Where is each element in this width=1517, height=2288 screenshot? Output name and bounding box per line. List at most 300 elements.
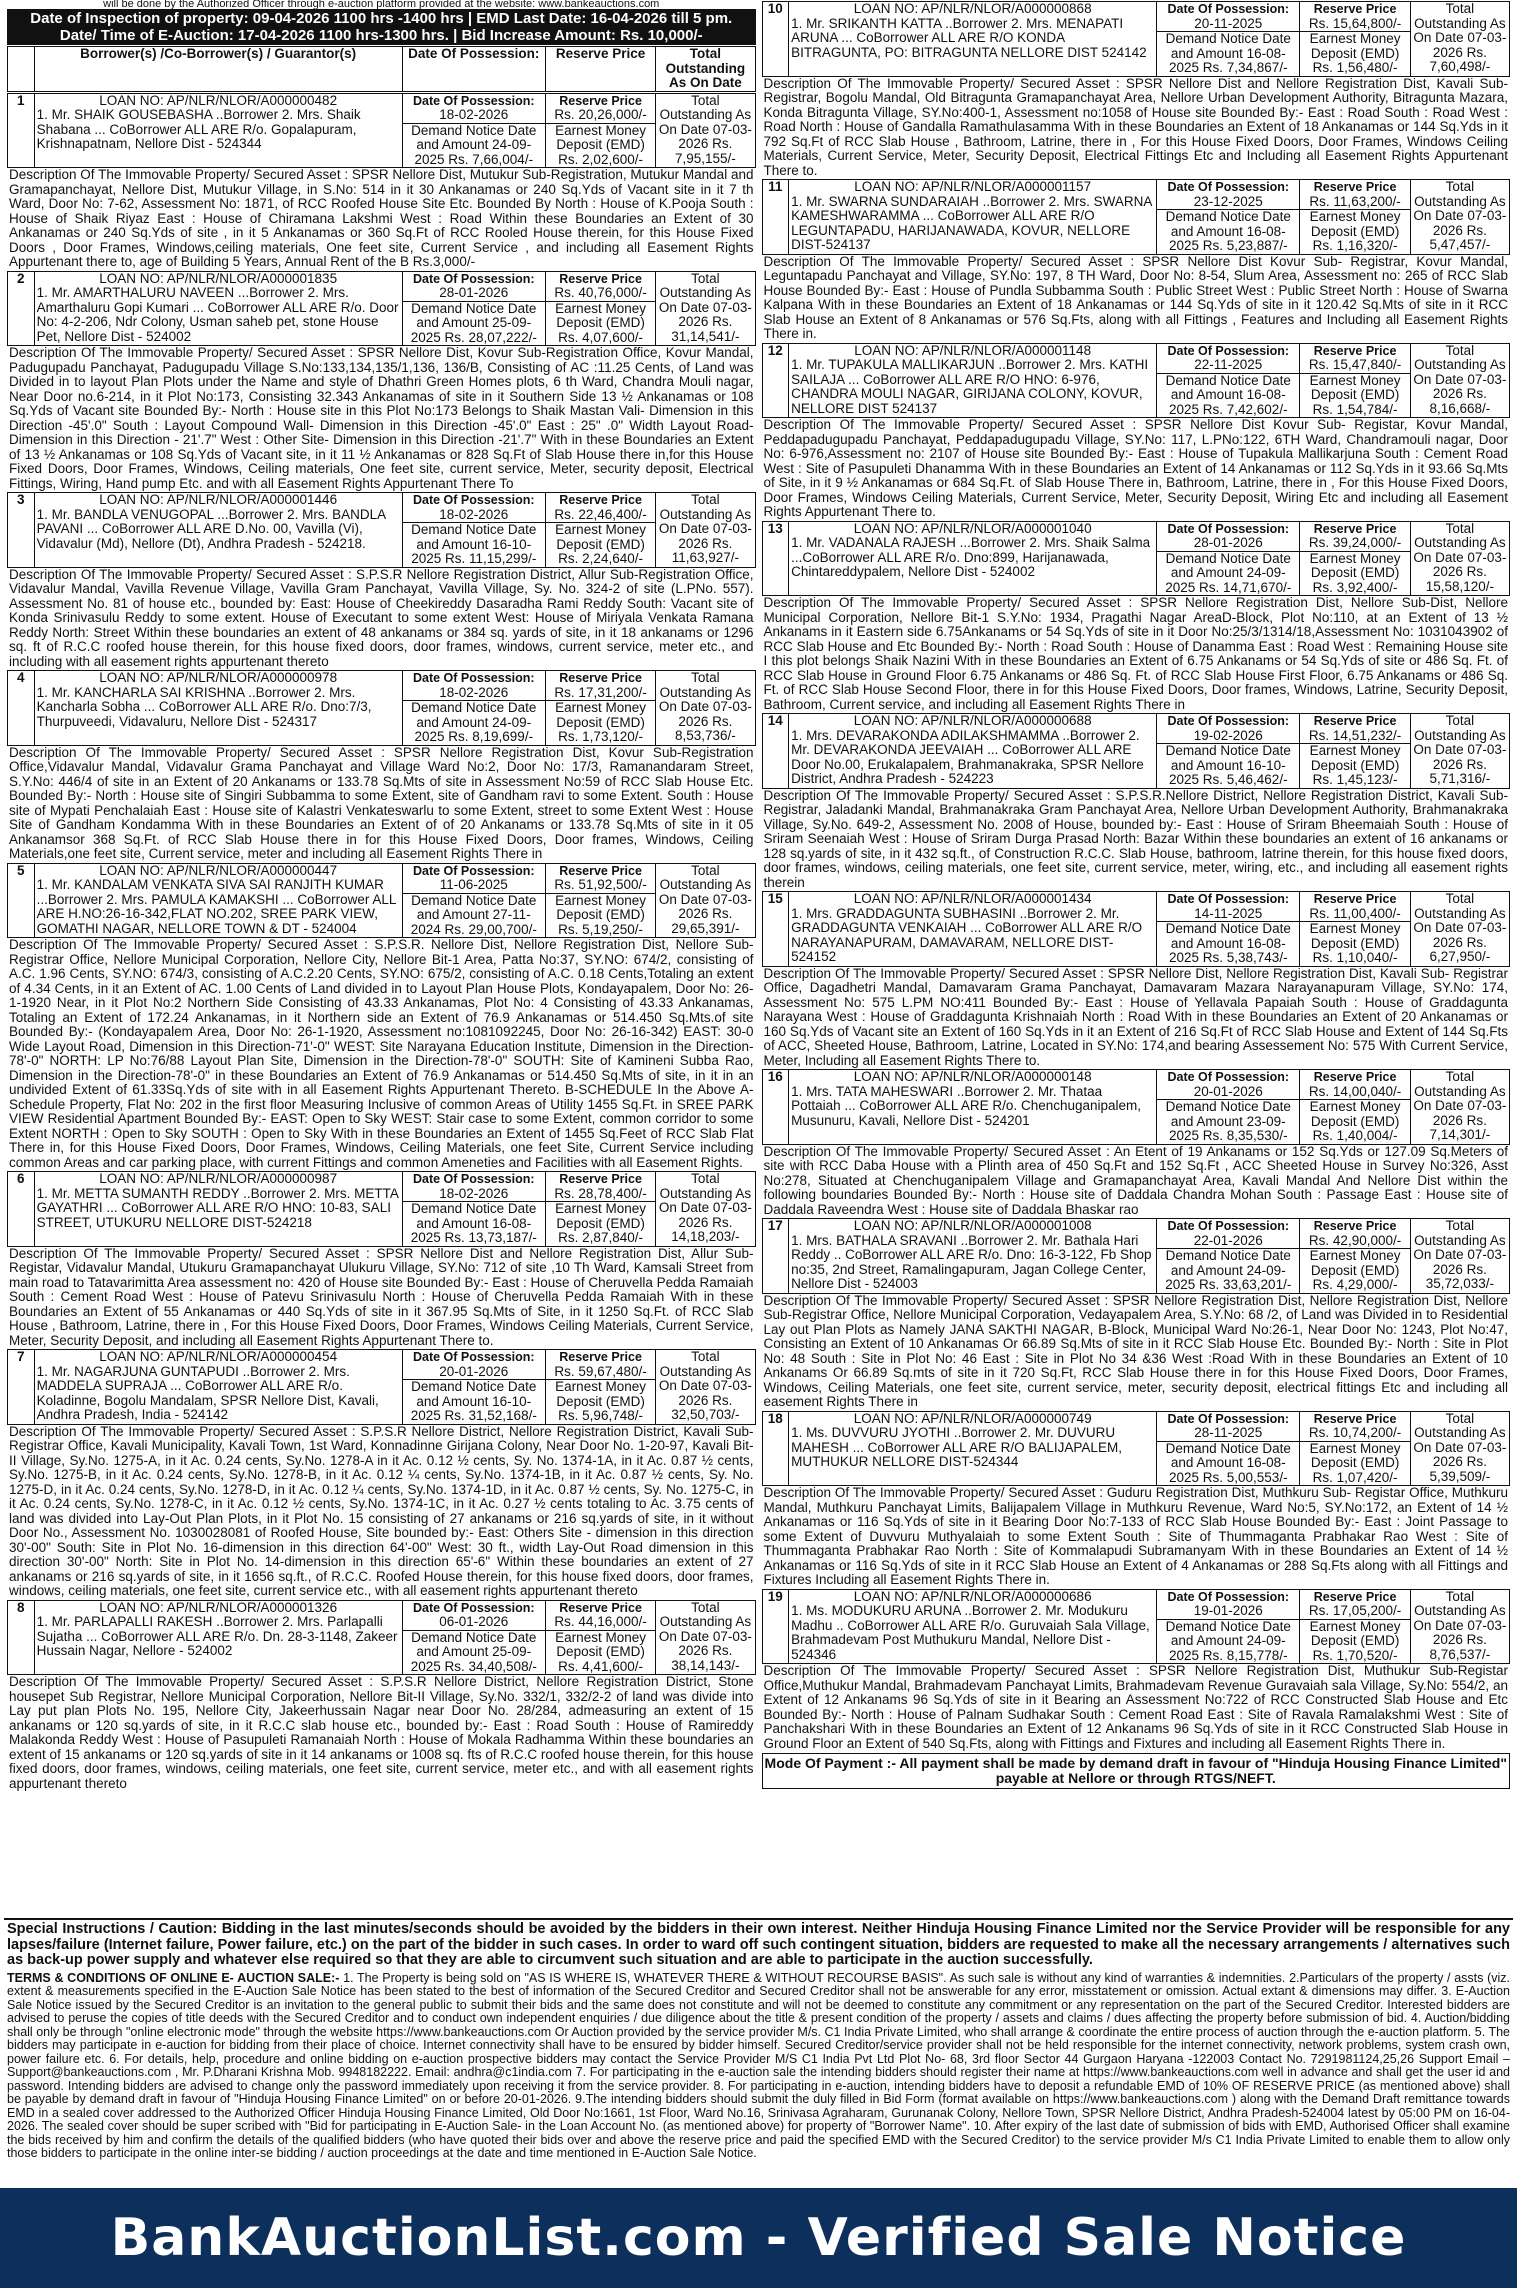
reserve-caption: Reserve Price (559, 1172, 642, 1186)
loan-table (762, 1, 1511, 77)
borrower-names: 1. Mr. TUPAKULA MALLIKARJUN ..Borrower 2. Mrs. KATHI SAILAJA ... CoBorrower ALL ARE R/O HNO: 6-976, CHANDRA MOULI NAGAR, GIRIJANA COLONY, KOVUR, NELLORE DIST 524137 (791, 357, 1149, 416)
reserve-caption: Reserve Price (1313, 1411, 1397, 1426)
reserve-price (1300, 1070, 1410, 1100)
loan-entry (7, 863, 756, 1171)
demand-notice: Demand Notice Date and Amount 24-09-2025 Rs. 8,19,699/- (402, 701, 545, 746)
terms-title: TERMS & CONDITIONS OF ONLINE E- AUCTION SALE:- (7, 1970, 340, 1985)
loan-table (7, 492, 756, 568)
loan-entry (7, 670, 756, 862)
possession-caption: Date Of Possession: (412, 493, 535, 507)
possession-date (1157, 714, 1300, 744)
auction-time-line: Date/ Time of E-Auction: 17-04-2026 1100 hrs-1300 hrs. | Bid Increase Amount: Rs. 10,000/- (59, 27, 703, 44)
borrower-cell (34, 1350, 402, 1425)
possession-value: 20-01-2026 (1193, 1083, 1263, 1099)
loan-entry (762, 713, 1511, 890)
borrower-cell (789, 1070, 1157, 1145)
reserve-price (1300, 180, 1410, 210)
loan-id: LOAN NO: AP/NLR/NLOR/A000001326 (99, 1600, 338, 1615)
earnest-money: Earnest Money Deposit (EMD) Rs. 1,10,040/- (1300, 922, 1410, 967)
possession-value: 06-01-2026 (439, 1614, 509, 1629)
reserve-caption: Reserve Price (559, 671, 642, 685)
reserve-caption: Reserve Price (559, 493, 642, 507)
reserve-price (545, 1172, 655, 1202)
property-description: Description Of The Immovable Property/ Secured Asset : S.P.S.R Nellore Registration District, Allur Sub-Registration Office, Vidavalur Mandal, Vavilla Revenue Village, Vavilla Gram Panchayat, Vavilla Village, Sy. No. 324-2 of site (L.PNo. 557). Assessment No. 81 of house etc., bounded by: East: House of Cheekireddy Dasaradha Rami Reddy South: Vacant site of Konda Srinivasulu Reddy to some extent. House of Executant to some extent West: House of Miriyala Venkata Ramana Reddy North: Street Within these boundaries an extent of 48 ankanams or 384 sq. yards of site, in it 18 ankanams or 1296 sq. ft of R.C.C roofed house therein, for this house fixed doors, door frames, windows, current service, meter etc., and including with all easement rights appurtenant thereto (9, 567, 754, 669)
loan-entry (762, 179, 1511, 342)
possession-value: 11-06-2025 (439, 877, 508, 892)
footer-banner (0, 2188, 1517, 2288)
loan-number: 10 (762, 2, 789, 77)
loan-table (7, 1171, 756, 1247)
possession-value: 28-01-2026 (439, 285, 509, 300)
borrower-cell (789, 714, 1157, 789)
reserve-value: Rs. 28,78,400/- (554, 1185, 647, 1201)
reserve-value: Rs. 11,00,400/- (1309, 905, 1401, 921)
possession-value: 18-02-2026 (439, 1185, 509, 1201)
reserve-price (545, 863, 655, 893)
loan-table (762, 179, 1511, 255)
demand-notice: Demand Notice Date and Amount 24-09-2025 Rs. 14,71,670/- (1157, 551, 1300, 596)
possession-value: 18-02-2026 (439, 684, 509, 700)
property-description: Description Of The Immovable Property/ Secured Asset : SPSR Nellore Registration Dist, Nellore Sub-Dist, Nellore Municipal Corporation, Nellore Bit-1 S.Y.No: 1934, Pragathi Nagar AreaD-Block, Plot No:110, at an Extent of 13 ½ Ankanams in it Eastern side 6.75Ankanams or 54 Sq.Yds of site in it Door No:25/3/1314/18,Assessment No: 1031043902 of RCC Slab House and Etc Bounded By:- North : Road South : House of Danamma East : Road West : Remaining House site I this plot belongs Shaik Nazini With in these Boundaries an Extent of 6.75 Ankanams or 54 Sq.Yds of site or 486 Sq. Ft. of RCC Slab House in Ground Floor 6.75 Ankanams or 486 Sq. Ft. of RCC Slab House First Floor, 6.75 Ankanams or 486 Sq. Ft. of RCC Slab House Second Floor, there in for this House Fixed Doors, Door frames, Windows, Latrine, Security Deposit, Bathroom, Current service, and including all Easement Rights There in (763, 596, 1508, 712)
earnest-money: Earnest Money Deposit (EMD) Rs. 1,73,120/- (545, 701, 655, 746)
total-outstanding: Total Outstanding As On Date 07-03-2026 Rs. 8,76,537/- (1410, 1589, 1509, 1664)
earnest-money: Earnest Money Deposit (EMD) Rs. 1,07,420/- (1300, 1441, 1410, 1486)
possession-date (402, 863, 545, 893)
property-description: Description Of The Immovable Property/ Secured Asset : S.P.S.R Nellore District, Nellore Registration District, Kavali Sub-Registrar Office, Kavali Municipality, Kavali Town, 1st Ward, Konnadinne Girijana Colony, Near Door No. 1-20-97, Kavali Bit-II Village, Sy.No. 1275-A, in it Ac. 0.24 cents, Sy.No. 1278-A in it Ac. 0.12 ½ cents, Sy. No. 1374-1A, in it Ac. 0.87 ½ cents, Sy.No. 1275-B, in it Ac. 0.24 cents, Sy.No. 1278-B, in it Ac. 0.12 ¼ cents, Sy.No. 1374-1B, in it Ac. 0.87 ½ cents, Sy. No. 1275-D, in it Ac. 0.24 cents, Sy.No. 1278-D, in it Ac. 0.12 ¼ cents, Sy.No. 1374-1D, in it Ac. 0.87 ½ cents, Sy. No. 1275-C, in it Ac. 0.24 cents, Sy.No. 1278-C, in it Ac. 0.12 ½ cents, Sy.No. 1374-1C, in it Ac. 0.27 ½ cents totaling to Ac. 3.75 cents of land was divided into Lay-Out Plan Plots, in it Plot No. 15 consisting of 27 ankanams or 216 sq.yards of site, in it without Door No., Assessment No. 1030028081 of Roofed House, Site bounded by:- East: Others Site - dimension in this direction 30'-00" South: Site in Plot No. 16-dimension in this direction 64'-00" West: 30 ft., width Lay-Out Road dimension in this direction 30'-00" North: Site in Plot No. 14-dimension in this direction 65'-6" Within these boundaries an extent of 27 ankanams or 216 sq.yards of site, in it 1656 sq.ft., of R.C.C. Roofed House therein, for this house fixed doors, door frames, windows, ceiling materials, one feet site, current service etc., with all easement rights appurtenant thereto (9, 1424, 754, 1598)
reserve-caption: Reserve Price (559, 1350, 642, 1364)
possession-caption: Date Of Possession: (1167, 892, 1290, 906)
total-outstanding: Total Outstanding As On Date 07-03-2026 Rs. 15,58,120/- (1410, 521, 1509, 596)
right-loan-list (762, 1, 1511, 1751)
possession-date (1157, 1219, 1300, 1249)
reserve-caption: Reserve Price (1313, 1589, 1397, 1604)
possession-value: 19-02-2026 (1193, 727, 1263, 743)
demand-notice: Demand Notice Date and Amount 24-09-2025 Rs. 8,15,778/- (1157, 1619, 1300, 1664)
reserve-caption: Reserve Price (1313, 714, 1397, 728)
loan-entry (7, 1349, 756, 1599)
property-description: Description Of The Immovable Property/ Secured Asset : Guduru Registration Dist, Muthkuru Sub- Registar Office, Muthkuru Mandal, Muthkuru Panchayat Limits, Balijapalem Village in Muthkuru Revenue, Ward No:5, SY.No:172, an Extent of 14 ½ Ankanamas or 116 Sq.Yds of site in it Bearing Door No:7-133 of RCC Slab House Bounded By:- East : Joint Passage to some Extent of Duvvuru Muthyalaiah to some Extent South : Site of Thummaganta Prabhakar Rao West : Site of Thummaganta Prabhakar Rao North : Site of Kommalapudi Subramanyam With in these Boundaries an Extent of 14 ½ Ankanamas or 116 Sq.Yds of site in it RCC Slab House an Extent of 4 Ankanamas or 288 Sq.Fts along with all Fittings and Fixtures Including all Easement Rights There in. (763, 1486, 1508, 1587)
possession-caption: Date Of Possession: (412, 863, 535, 878)
total-outstanding: Total Outstanding As On Date 07-03-2026 Rs. 5,39,509/- (1410, 1411, 1509, 1486)
borrower-names: 1. Mr. KANCHARLA SAI KRISHNA ..Borrower 2. Mrs. Kancharla Sobha ... CoBorrower ALL ARE R/o. Dno:7/3, Thurpuveedi, Vidavaluru, Nellore Dist - 524317 (36, 684, 372, 729)
earnest-money: Earnest Money Deposit (EMD) Rs. 2,02,600/- (545, 123, 655, 168)
possession-date (402, 493, 545, 523)
reserve-price (1300, 521, 1410, 551)
earnest-money: Earnest Money Deposit (EMD) Rs. 3,92,400/- (1300, 551, 1410, 596)
loan-number: 13 (762, 521, 789, 596)
reserve-caption: Reserve Price (1313, 1219, 1397, 1233)
borrower-names: 1. Mr. PARLAPALLI RAKESH ..Borrower 2. Mrs. Parlapalli Sujatha ... CoBorrower ALL ARE R/o. Dn. 28-3-1148, Zakeer Hussain Nagar, Nellore - 524002 (36, 1614, 398, 1658)
reserve-price (1300, 892, 1410, 922)
possession-date (402, 1350, 545, 1380)
borrower-cell (789, 1411, 1157, 1486)
left-loan-list (7, 93, 756, 1792)
borrower-names: 1. Mr. NAGARJUNA GUNTAPUDI ..Borrower 2. Mrs. MADDELA SUPRAJA ... CoBorrower ALL ARE R/o. Koladinne, Bogolu Mandalam, SPSR Nellore Dist, Kavali, Andhra Pradesh, India - 524142 (36, 1363, 379, 1422)
loan-number: 15 (762, 892, 789, 967)
possession-caption: Date Of Possession: (412, 93, 535, 108)
possession-date (1157, 180, 1300, 210)
earnest-money: Earnest Money Deposit (EMD) Rs. 1,45,123/- (1300, 744, 1410, 789)
total-outstanding: Total Outstanding As On Date 07-03-2026 Rs. 38,14,143/- (656, 1600, 755, 1675)
reserve-price (1300, 1589, 1410, 1619)
total-outstanding: Total Outstanding As On Date 07-03-2026 Rs. 14,18,203/- (656, 1172, 755, 1247)
top-strip: will be done by the Authorized Officer through e-auction platform provided at the website: www.bankeauctions.com (103, 0, 660, 9)
reserve-caption: Reserve Price (559, 1600, 642, 1615)
property-description: Description Of The Immovable Property/ Secured Asset : SPSR Nellore Dist Kovur Sub- Registar, Kovur Mandal, Peddapadugupadu Panchayat, Peddapadugupadu Village, SY.No: 117, L.PNo:122, 6TH Ward, Chandramouli nagar, Door No: 6-976,Assessment no: 2107 of House site Bounded By:- East : House of Tupakula Mallikarjuna South : Cement Road West : Site of Pasupuleti Dhanamma With in these Boundaries an Extent of 14 Ankanamas or 112 Sq.Yds in it 93.66 Sq.Mts of Site, in it 9 ½ Ankanamas or 684 Sq.Ft. of Slab House There in, Bathroom, Latrine, there in , For this House Fixed Doors, Door Frames, Windows Ceiling Materials, Current Service, Meter, Security Deposit, Wiring Etc and including all Easement Rights Appurtenant There to. (763, 418, 1508, 519)
reserve-caption: Reserve Price (1313, 1070, 1397, 1084)
loan-table (762, 343, 1511, 419)
possession-caption: Date Of Possession: (1167, 180, 1290, 194)
reserve-value: Rs. 40,76,000/- (554, 285, 647, 300)
reserve-price (1300, 1411, 1410, 1441)
loan-id: LOAN NO: AP/NLR/NLOR/A000001434 (853, 891, 1092, 906)
borrower-cell (34, 1600, 402, 1675)
special-instructions: Special Instructions / Caution: Bidding in the last minutes/seconds should be avoided by the bidders in their own interest. Neither Hinduja Housing Finance Limited nor the Service Provider will be responsible for any lapses/failure (Internet failure, Power failure, etc.) on the part of the bidder in such cases. In order to ward off such contingent situation, bidders are requested to make all the necessary arrangements / alternatives such as back-up power supply and whatever else required so that they are able to circumvent such situation and are able to participate in the auction successfully. (4, 1918, 1513, 1971)
footer-text: BankAuctionList.com - Verified Sale Notice (110, 2208, 1407, 2268)
borrower-cell (34, 493, 402, 568)
possession-value: 28-11-2025 (1194, 1425, 1263, 1440)
loan-table (762, 521, 1511, 597)
loan-table (762, 1069, 1511, 1145)
loan-id: LOAN NO: AP/NLR/NLOR/A000000978 (99, 670, 338, 685)
loan-number: 8 (8, 1600, 35, 1675)
demand-notice: Demand Notice Date and Amount 16-08-2025 Rs. 5,00,553/- (1157, 1441, 1300, 1486)
reserve-value: Rs. 20,26,000/- (554, 107, 647, 122)
reserve-price (545, 271, 655, 301)
loan-table (7, 670, 756, 746)
borrower-names: 1. Ms. DUVVURU JYOTHI ..Borrower 2. Mr. DUVURU MAHESH ... CoBorrower ALL ARE R/O BALIJAPALEM, MUTHUKUR NELLORE DIST-524344 (791, 1425, 1122, 1469)
header-reserve: Reserve Price (545, 47, 655, 92)
reserve-price (1300, 2, 1410, 32)
inspection-header (7, 9, 756, 45)
demand-notice: Demand Notice Date and Amount 23-09-2025 Rs. 8,35,530/- (1157, 1100, 1300, 1145)
demand-notice: Demand Notice Date and Amount 24-09-2025 Rs. 7,66,004/- (402, 123, 545, 168)
loan-id: LOAN NO: AP/NLR/NLOR/A000001446 (99, 492, 338, 507)
terms-and-conditions (4, 1971, 1513, 2179)
loan-table (762, 1411, 1511, 1487)
header-num (8, 47, 35, 92)
possession-value: 28-01-2026 (1193, 535, 1263, 550)
right-column (759, 0, 1514, 1918)
demand-notice: Demand Notice Date and Amount 16-08-2025 Rs. 7,34,867/- (1157, 32, 1300, 77)
borrower-names: 1. Mr. BANDLA VENUGOPAL ...Borrower 2. Mrs. BANDLA PAVANI ... CoBorrower ALL ARE D.No. 00, Vavilla (Vi), Vidavalur (Md), Nellore (Dt), Andhra Pradesh - 524218. (36, 506, 386, 551)
total-outstanding: Total Outstanding As On Date 07-03-2026 Rs. 7,60,498/- (1410, 2, 1509, 77)
possession-caption: Date Of Possession: (1167, 1589, 1290, 1604)
left-column (4, 0, 759, 1918)
demand-notice: Demand Notice Date and Amount 16-10-2025 Rs. 5,46,462/- (1157, 744, 1300, 789)
borrower-cell (34, 271, 402, 346)
loan-id: LOAN NO: AP/NLR/NLOR/A000000749 (853, 1411, 1092, 1426)
total-outstanding: Total Outstanding As On Date 07-03-2026 Rs. 8,53,736/- (656, 671, 755, 746)
loan-number: 6 (8, 1172, 35, 1247)
reserve-value: Rs. 59,67,480/- (554, 1363, 647, 1379)
possession-value: 23-12-2025 (1193, 193, 1263, 209)
borrower-names: 1. Mr. METTA SUMANTH REDDY ..Borrower 2. Mrs. METTA GAYATHRI ... CoBorrower ALL ARE R/O HNO: 10-83, SALI STREET, UTUKURU NELLORE DIST-524218 (36, 1185, 399, 1230)
loan-number: 17 (762, 1219, 789, 1294)
borrower-cell (789, 180, 1157, 255)
possession-caption: Date Of Possession: (1167, 1070, 1290, 1084)
loan-entry (7, 93, 756, 270)
loan-id: LOAN NO: AP/NLR/NLOR/A000000447 (99, 863, 338, 878)
earnest-money: Earnest Money Deposit (EMD) Rs. 4,29,000/- (1300, 1249, 1410, 1294)
loan-id: LOAN NO: AP/NLR/NLOR/A000000688 (853, 713, 1092, 728)
property-description: Description Of The Immovable Property/ Secured Asset : S.P.S.R. Nellore Dist, Nellore Registration Dist, Nellore Sub-Registrar Office, Nellore Municipal Corporation, Nellore City, Nellore Bit-1 Area, Patta No:37, SY.NO: 674/2, consisting of A.C. 1.96 Cents, SY.NO: 674/3, consisting of A.C.2.20 Cents, SY.NO: 675/2, consisting of A.C. 0.18 Cents,Totaling an extent of 4.34 Cents, in it an Extent of AC. 1.00 Cents of Land divided in to Layout Plan House Plots, Kondayapalem, Door No: 26-1-1920 Near, in it Plot No:2 Northern Side Consisting of 43.33 Ankanamas, Plot No: 4 Consisting of 43.33 Ankanamas, Totaling an Extent of 172.24 Ankanamas, in it Northern side an Extent of 76.9 Ankanamas or 514.450 Sq.Mts.of site Bounded By:- (Kondayapalem Area, Door No: 26-1-1920, Assessment no:1081092245, Door No: 26-16-342) EAST: 30-0 Wide Layout Road, Dimension in this Direction-71'-0" WEST: Site Narayana Education Institute, Dimension in the Direction-78'-0" NORTH: LP No:76/88 Layout Plan Site, Dimension in the Direction-78'-0" SOUTH: Site of Kamineni Subba Rao, Dimension in the Direction-78'-0" in these Boundaries an Extent of 76.9 Ankanamas or 514.450 Sq.Mts of site, in it in an undivided Extent of 61.33Sq.Yds of site with in all Easement Rights Appurtenant Thereto. B-SCHEDULE In the Above A-Schedule Property, Flat No: 202 in the first floor Measuring Inclusive of common Areas of Utility 1455 Sq.Ft. in SREE PARK VIEW Residential Apartment Bounded By:- EAST: Open to Sky WEST: Stair case to some Extent, common corridor to some Extent NORTH : Open to Sky SOUTH : Open to Sky With in these Boundaries an Extent of 1455 Sq.Feet of RCC Slab Flat There in, for this House Fixed Doors, Door Frames, Windows, Ceiling Materials, one feet Site, Current Service including common Areas and car parking place, with current Fittings and common Ameneties and Facilities with all Easement Rights. (9, 938, 754, 1170)
loan-table (7, 1349, 756, 1425)
terms-text: 1. The Property is being sold on "AS IS WHERE IS, WHATEVER THERE & WITHOUT RECOURSE BASIS". As such sale is without any kind of warranties & indemnities. 2.Particulars of the property / assts (viz. extent & measurements specified in the E-Auction Sale Notice has been stated to the best of information of the Secured Creditor and Secured Creditor shall not be answerable for any error, misstatement or omission. Actual extant & dimensions may differ. 3. E-Auction Sale Notice issued by the Secured Creditor is an invitation to the general public to submit their bids and the same does not constitute and will not be deemed to constitute any commitment or any representation on the part of the Secured Creditor. Interested bidders are advised to peruse the copies of title deeds with the Secured Creditor and to conduct own independent enquiries / due diligence about the title & present condition of the property / assets and claims / dues affecting the property before submission of bid. 4. Auction/bidding shall only be through "online electronic mode" through the website https://www.bankeauctions.com Or Auction provided by the service provider M/s. C1 India Private Limited, who shall arrange & coordinate the entire process of auction through the e-auction platform. 5. The bidders may participate in e-auction for bidding from their place of choice. Internet connectivity shall have to be ensured by bidder himself. Secured Creditor/service provider shall not be held responsible for the internet connectivity, network problems, system crash own, power failure etc. 6. For details, help, procedure and online bidding on e-auction prospective bidders may contact the Service Provider M/S C1 India Pvt Ltd Plot No- 68, 3rd floor Sector 44 Gurgaon Haryana -122003 Contact No. 7291981124,25,26 Support Email – Support@bankeauctions.com , Mr. P.Dharani Krishna Mob. 9948182222. Email: andhra@c1india.com 7. For participating in the e-auction sale the intending bidders should register their name at https://www.bankeauctions.com well in advance and shall get the user id and password. Intending bidders are advised to change only the password immediately upon receiving it from the service provider. 8. For participating in e-auction, intending bidders have to deposit a refundable EMD of 10% OF RESERVE PRICE (as mentioned above) shall be payable by demand draft in favour of "Hinduja Housing Finance Limited" on or before 20-01-2026. 9.The intending bidders should submit the duly filled in Bid Form (format available on https://www.bankeauctions.com ) along with the Demand Draft remittance towards EMD in a sealed cover addressed to the Authorized Officer Hinduja Housing Finance Limited, Old Door No:1661, 1st Floor, Ward No.16, Srinivasa Agraharam, Gurunanak Colony, Nellore Town, SPSR Nellore District, Andhra Pradesh-524004 latest by 05:00 PM on 16-04-2026. The sealed cover should be super scribed with "Bid for participating in E-Auction Sale- in the Loan Account No. (as mentioned above) for property of "Borrower Name". 10. After expiry of the last date of submission of bids with EMD, Authorised Officer shall examine the bids received by him and confirm the details of the qualified bidders (who have quoted their bids over and above the reserve price and paid the specified EMD with the Secured Creditor) to the service provider M/s C1 India Private Limited to enable them to allow only those bidders to participate in the online inter-se bidding / auction proceedings at the date and time mentioned in E-Auction Sale Notice. (7, 1970, 1511, 2160)
borrower-cell (789, 1219, 1157, 1294)
possession-caption: Date Of Possession: (412, 1350, 535, 1364)
loan-table (762, 891, 1511, 967)
loan-entry (762, 343, 1511, 520)
loan-number: 18 (762, 1411, 789, 1486)
loan-number: 5 (8, 863, 35, 938)
possession-caption: Date Of Possession: (1167, 521, 1290, 536)
loan-entry (7, 1600, 756, 1792)
loan-entry (762, 1218, 1511, 1410)
loan-entry (7, 1171, 756, 1348)
reserve-value: Rs. 17,31,200/- (554, 684, 647, 700)
loan-id: LOAN NO: AP/NLR/NLOR/A000000987 (99, 1171, 338, 1186)
possession-date (402, 1172, 545, 1202)
borrower-names: 1. Mr. VADANALA RAJESH ...Borrower 2. Mrs. Shaik Salma ...CoBorrower ALL ARE R/o. Dno:899, Harijanawada, Chintareddypalem, Nellore Dist - 524002 (791, 535, 1151, 579)
reserve-price (545, 671, 655, 701)
loan-id: LOAN NO: AP/NLR/NLOR/A000001148 (854, 343, 1092, 358)
loan-entry (7, 492, 756, 669)
reserve-value: Rs. 10,74,200/- (1308, 1425, 1402, 1440)
borrower-names: 1. Mrs. GRADDAGUNTA SUBHASINI ..Borrower 2. Mr. GRADDAGUNTA VENKAIAH ... CoBorrower ALL ARE R/O NARAYANAPURAM, DAMAVARAM, NELLORE DIST-524152 (791, 905, 1143, 964)
earnest-money: Earnest Money Deposit (EMD) Rs. 5,19,250/- (545, 893, 655, 938)
total-outstanding: Total Outstanding As On Date 07-03-2026 Rs. 31,14,541/- (656, 271, 755, 346)
borrower-cell (789, 521, 1157, 596)
property-description: Description Of The Immovable Property/ Secured Asset : SPSR Nellore Dist, Nellore Registration Dist, Kavali Sub- Registrar Office, Dagadhetri Mandal, Damavaram Grama Panchayat, Damavaram Mazara Narayanapuram Village, SY.No: 174, Assessment No: 575 L.PM NO:411 Bounded By:- East : House of Yellavala Papaiah South : House of Graddagunta Narayana West : House of Graddagunta Krishnaiah North : Road With in these Boundaries an Extent of 20 Ankanamas or 160 Sq.Yds of Vacant site an Extent of 160 Sq.Yds in it an Extent of 216 Sq.Ft of RCC Slab House and Extent of 144 Sq.Fts of ACC, Sheeted House, Bathroom, Latrine, Located in SY.No: 174,and bearing Assessement No: 575 With Current Service, Meter, Including all Easement Rights There to. (763, 966, 1508, 1068)
loan-id: LOAN NO: AP/NLR/NLOR/A000001835 (99, 271, 338, 286)
possession-caption: Date Of Possession: (412, 1172, 535, 1186)
borrower-cell (34, 1172, 402, 1247)
earnest-money: Earnest Money Deposit (EMD) Rs. 2,87,840/- (545, 1202, 655, 1247)
borrower-names: 1. Mr. KANDALAM VENKATA SIVA SAI RANJITH KUMAR ...Borrower 2. Mrs. PAMULA KAMAKSHI ... CoBorrower ALL ARE H.NO:26-16-342,FLAT NO.202, SREE PARK VIEW, GOMATHI NAGAR, NELLORE TOWN & DT - 524004 (36, 877, 396, 936)
reserve-caption: Reserve Price (559, 271, 642, 286)
loan-table (762, 1589, 1511, 1665)
possession-value: 18-02-2026 (439, 107, 509, 122)
loan-id: LOAN NO: AP/NLR/NLOR/A000000148 (853, 1069, 1092, 1084)
earnest-money: Earnest Money Deposit (EMD) Rs. 2,24,640/- (545, 523, 655, 568)
loan-table (7, 863, 756, 939)
possession-caption: Date Of Possession: (412, 271, 535, 286)
header-total: Total Outstanding As On Date (656, 47, 755, 92)
reserve-caption: Reserve Price (1313, 892, 1397, 906)
loan-entry (762, 1589, 1511, 1752)
loan-id: LOAN NO: AP/NLR/NLOR/A000000686 (853, 1589, 1092, 1604)
earnest-money: Earnest Money Deposit (EMD) Rs. 1,40,004/- (1300, 1100, 1410, 1145)
loan-number: 3 (8, 493, 35, 568)
total-outstanding: Total Outstanding As On Date 07-03-2026 Rs. 8,16,668/- (1410, 343, 1509, 418)
borrower-names: 1. Mr. SRIKANTH KATTA ..Borrower 2. Mrs. MENAPATI ARUNA ... CoBorrower ALL ARE R/O KONDA BITRAGUNTA, PO: BITRAGUNTA NELLORE DIST 524142 (791, 15, 1147, 60)
total-outstanding: Total Outstanding As On Date 07-03-2026 Rs. 29,65,391/- (656, 863, 755, 938)
borrower-cell (789, 1589, 1157, 1664)
demand-notice: Demand Notice Date and Amount 25-09-2025 Rs. 28,07,222/- (402, 301, 545, 346)
property-description: Description Of The Immovable Property/ Secured Asset : SPSR Nellore Registration Dist, Muthukur Sub-Registar Office,Muthukur Mandal, Brahmadevam Panchayat Limits, Brahmadevam Revenue Guravaiah sala Village, Sy.No: 554/2, an Extent of 12 Ankanams 96 Sq.Yds of site in it Bearing an Assessment No:722 of RCC Constructed Slab House and Etc Bounded By:- North : House of Palnam Sudhakar South : Cement Road East : Site of Ravala Ramalakshmi West : Site of Panchakshari With in these Boundaries an Extent of 12 Ankanams 96 Sq.Yds of site in it RCC Constructed Slab House in Ground Floor an Extent of 540 Sq.Fts, along with Fittings and Fixtures and including all Easement Rights There in. (763, 1664, 1508, 1751)
total-outstanding: Total Outstanding As On Date 07-03-2026 Rs. 11,63,927/- (656, 493, 755, 568)
demand-notice: Demand Notice Date and Amount 16-08-2025 Rs. 7,42,602/- (1157, 373, 1300, 418)
loan-number: 11 (762, 180, 789, 255)
loan-number: 19 (762, 1589, 789, 1664)
borrower-cell (789, 892, 1157, 967)
demand-notice: Demand Notice Date and Amount 16-08-2025 Rs. 13,73,187/- (402, 1202, 545, 1247)
property-description: Description Of The Immovable Property/ Secured Asset : S.P.S.R Nellore District, Nellore Registration District, Stone housepet Sub Registrar, Nellore Municipal Corporation, Nellore Bit-II Village, Sy.No. 332/1, 332/2-2 of land was divide into Lay put plan Plots No. 195, Nellore City, Jakeerhussain Nagar near Door No. 28/284, admeasuring an extent of 15 ankanams or 120 sq.yards of site, in it R.C.C slab house etc., bounded by:- East : Road South : House of Ramireddy Malakonda Reddy West : House of Pasupuleti Ramanaiah North : House of Mokala Radhamma Within these boundaries an extent of 15 ankanams or 120 sq.yards of site in it 14 ankanams or 1008 sq. fts of R.C.C roofed house therein, for this house fixed doors, door frames, windows, ceiling materials, one feet site, current service, meter etc., and with all easement rights appurtenant thereto (9, 1675, 754, 1791)
possession-date (402, 271, 545, 301)
possession-value: 18-02-2026 (439, 506, 509, 522)
demand-notice: Demand Notice Date and Amount 16-10-2025 Rs. 11,15,299/- (402, 523, 545, 568)
property-description: Description Of The Immovable Property/ Secured Asset : SPSR Nellore Dist Kovur Sub- Registrar, Kovur Mandal, Leguntapadu Panchayat and Village, SY.No: 197, 8 TH Ward, Door No: 8-54, Slum Area, Assessment no: 265 of RCC Slab House Bounded By:- East : House of Pundla Subbamma South : Public Street West : Public Street North : House of Swarna Kalpana With in these Boundaries an Extent of 18 Ankanamas or 144 Sq.Yds of site in it 120.42 Sq.Mts of site in it RCC Slab House an Extent of 8 Ankanamas or 576 Sq.Fts, along with all Fittings , Features and Including all Easement Rights There in. (763, 254, 1508, 341)
reserve-price (545, 1600, 655, 1630)
loan-entry (762, 891, 1511, 1068)
borrower-cell (789, 2, 1157, 77)
possession-value: 20-01-2026 (439, 1363, 509, 1379)
total-outstanding: Total Outstanding As On Date 07-03-2026 Rs. 5,47,457/- (1410, 180, 1509, 255)
earnest-money: Earnest Money Deposit (EMD) Rs. 4,07,600/- (545, 301, 655, 346)
loan-table (7, 93, 756, 169)
possession-date (1157, 1411, 1300, 1441)
possession-date (1157, 1589, 1300, 1619)
loan-table (7, 271, 756, 347)
reserve-price (1300, 714, 1410, 744)
possession-caption: Date Of Possession: (1167, 2, 1290, 16)
demand-notice: Demand Notice Date and Amount 16-10-2025 Rs. 31,52,168/- (402, 1380, 545, 1425)
loan-number: 14 (762, 714, 789, 789)
reserve-price (1300, 1219, 1410, 1249)
possession-date (1157, 343, 1300, 373)
earnest-money: Earnest Money Deposit (EMD) Rs. 1,54,784/- (1300, 373, 1410, 418)
earnest-money: Earnest Money Deposit (EMD) Rs. 1,56,480/- (1300, 32, 1410, 77)
possession-date (1157, 521, 1300, 551)
loan-entry (762, 1411, 1511, 1588)
reserve-price (1300, 343, 1410, 373)
possession-caption: Date Of Possession: (1167, 343, 1290, 358)
property-description: Description Of The Immovable Property/ Secured Asset : SPSR Nellore Dist, Mutukur Sub-Registration, Mutukur Mandal and Gramapanchayat, Nellore Dist, Mutukur Village, in S.No: 514 in it 30 Ankanamas or 240 Sq.Yds of Vacant site in it 7 th Ward, Door No: 7-62, Assessment No: 1871, of RCC Roofed House Site Etc. Bounded By North : House of K.Pooja South : House of Shaik Riyaz East : House of Chiramana Lakshmi West : Road Within these Boundaries an Extent of 30 Ankanamas or 240 Sq.Yds of site , in it 5 Ankanamas or 360 Sq.Ft of RCC Rooled House therein, for this House Fixed Doors , Door Frames, Windows,ceiling materials, One feet site, Current Service , and including all Easement Rights Appurtenant there to, age of Building 5 Years, Annual Rent of the B Rs.3,000/- (9, 168, 754, 269)
loan-id: LOAN NO: AP/NLR/NLOR/A000000454 (99, 1349, 338, 1364)
borrower-names: 1. Mrs. TATA MAHESWARI ..Borrower 2. Mr. Thataa Pottaiah ... CoBorrower ALL ARE R/o. Chenchuganipalem, Musunuru, Kavali, Nellore Dist - 524201 (791, 1083, 1142, 1128)
loan-number: 16 (762, 1070, 789, 1145)
loan-id: LOAN NO: AP/NLR/NLOR/A000000868 (853, 1, 1092, 16)
earnest-money: Earnest Money Deposit (EMD) Rs. 4,41,600/- (545, 1630, 655, 1675)
reserve-value: Rs. 15,64,800/- (1308, 15, 1402, 31)
reserve-price (545, 1350, 655, 1380)
loan-entry (762, 1069, 1511, 1217)
property-description: Description Of The Immovable Property/ Secured Asset : S.P.S.R.Nellore District, Nellore Registration District, Kavali Sub-Registrar, Jaladanki Mandal, Brahmanakraka Gram Panchayat Area, Nellore Urban Development Authority, Brahmanakraka Village, Sy.No. 649-2, Assessment No. 2008 of House, bounded by:- East : House of Sriram Bheemaiah South : House of Sriram Seenaiah West : House of Sriram Durga Prasad North: Bazar Within these boundaries an extent of 16 ankanams or 128 sq.yards of site, in it 432 sq.ft., of Construction R.C.C. Slab House, bathroom, latrine therein, for this house fixed doors, door frames, windows, ceiling materials, one feet site, current service, meter, wiring, etc., and including all easement rights therein (763, 788, 1508, 890)
borrower-names: 1. Mrs. DEVARAKONDA ADILAKSHMAMMA ..Borrower 2. Mr. DEVARAKONDA JEEVAIAH ... CoBorrower ALL ARE Door No.00, Erukalapalem, Brahmanakraka, SPSR Nellore District, Andhra Pradesh - 524223 (791, 727, 1144, 786)
reserve-value: Rs. 39,24,000/- (1308, 535, 1402, 550)
column-header-table (7, 46, 756, 92)
inspection-line: Date of Inspection of property: 09-04-2026 1100 hrs -1400 hrs | EMD Last Date: 16-04-2026 till 5 pm. (30, 10, 733, 27)
reserve-caption: Reserve Price (1313, 521, 1397, 536)
reserve-caption: Reserve Price (559, 863, 642, 878)
loan-table (762, 1218, 1511, 1294)
possession-caption: Date Of Possession: (412, 1600, 535, 1615)
borrower-names: 1. Mr. SWARNA SUNDARAIAH ..Borrower 2. Mrs. SWARNA KAMESHWARAMMA ... CoBorrower ALL ARE R/O LEGUNTAPADU, HARIJANAWADA, KOVUR, NELLORE DIST-524137 (791, 193, 1152, 252)
header-borrower: Borrower(s) /Co-Borrower(s) / Guarantor(s) (34, 47, 402, 92)
demand-notice: Demand Notice Date and Amount 25-09-2025 Rs. 34,40,508/- (402, 1630, 545, 1675)
possession-date (1157, 1070, 1300, 1100)
total-outstanding: Total Outstanding As On Date 07-03-2026 Rs. 6,27,950/- (1410, 892, 1509, 967)
demand-notice: Demand Notice Date and Amount 16-08-2025 Rs. 5,23,887/- (1157, 210, 1300, 255)
possession-date (402, 1600, 545, 1630)
loan-id: LOAN NO: AP/NLR/NLOR/A000001157 (854, 179, 1092, 194)
loan-number: 2 (8, 271, 35, 346)
earnest-money: Earnest Money Deposit (EMD) Rs. 1,70,520/- (1300, 1619, 1410, 1664)
reserve-value: Rs. 15,47,840/- (1308, 357, 1402, 372)
demand-notice: Demand Notice Date and Amount 27-11-2024 Rs. 29,00,700/- (402, 893, 545, 938)
possession-caption: Date Of Possession: (1167, 1219, 1290, 1233)
possession-date (402, 671, 545, 701)
loan-entry (7, 271, 756, 492)
possession-caption: Date Of Possession: (1167, 1411, 1290, 1426)
loan-entry (762, 1, 1511, 178)
reserve-caption: Reserve Price (1313, 343, 1397, 358)
loan-id: LOAN NO: AP/NLR/NLOR/A000001040 (853, 521, 1092, 536)
property-description: Description Of The Immovable Property/ Secured Asset : SPSR Nellore Dist and Nellore Registration Dist, Allur Sub- Registar, Vidavalur Mandal, Utukuru Gramapanchayat Ulukuru Village, SY.No: 712 of site ,10 Th Ward, Kamsali Street from main road to Tatavarimitta Area assessment no: 420 of House site Bounded By:- East : House of Cheruvella Pedda Ramaiah South : Cement Road West : House of Patevu Srinivasulu North : House of Cheruvella Pedda Ramaiah With in these Boundaries an Extent of 55 Ankanamas or 440 Sq.Yds of site in it 367.95 Sq.Mts of Site, in it 1250 Sq.Ft. of RCC Slab House , Bathroom, Latrine, there in , For this House Fixed Doors, Door Frames, Windows Ceiling Materials, Current Service, Meter, Security Deposit, and including all Easement Rights Appurtenant There to. (9, 1246, 754, 1348)
reserve-price (545, 493, 655, 523)
total-outstanding: Total Outstanding As On Date 07-03-2026 Rs. 7,95,155/- (656, 93, 755, 168)
reserve-price (545, 93, 655, 123)
property-description: Description Of The Immovable Property/ Secured Asset : SPSR Nellore Registration Dist, Kovur Sub-Registration Office,Vidavalur Mandal, Vidavalur Grama Panchayat and Village Ward No:2, Door No: 17/3, Ramanandaram Street, S.Y.No: 446/4 of site in an Extent of 20 Ankanams or 133.78 Sq.Mts of site in Assessment No:59 of RCC Slab House Etc. Bounded By:- North : House site of Singiri Subbamma to some Extent, site of Gandham ravi to some Extent. South : House site of Mypati Penchalaiah East : House site of Kalastri Venkateswarlu to some Extent, street to some Extent West : House Site of Gandham Kondamma With in these Boundaries an Extent of of 20 Ankanams or 133.78 Sq.Mts of site in it 05 Ankanamsor 368 Sq.Ft. of RCC Slab House there in for this House Fixed Doors, Door frames, Windows, Ceiling Materials,one feet site, Current service, meter and including all Easement Rights There in (9, 745, 754, 861)
loan-id: LOAN NO: AP/NLR/NLOR/A000001008 (853, 1218, 1092, 1233)
reserve-value: Rs. 51,92,500/- (554, 877, 647, 892)
possession-date (402, 93, 545, 123)
possession-caption: Date Of Possession: (412, 671, 535, 685)
borrower-names: 1. Ms. MODUKURU ARUNA ..Borrower 2. Mr. Modukuru Madhu .. CoBorrower ALL ARE R/o. Guruvaiah Sala Village, Brahmadevam Post Muthukuru Mandal, Nellore Dist - 524346 (791, 1603, 1150, 1662)
reserve-caption: Reserve Price (1313, 2, 1397, 16)
reserve-value: Rs. 44,16,000/- (554, 1614, 647, 1629)
borrower-names: 1. Mrs. BATHALA SRAVANI ..Borrower 2. Mr. Bathala Hari Reddy .. CoBorrower ALL ARE R/o. Dno: 16-3-122, Fb Shop no:35, 2nd Street, Ramalingapuram, Jagan College Center, Nellore Dist - 524003 (791, 1232, 1152, 1291)
borrower-cell (34, 93, 402, 168)
demand-notice: Demand Notice Date and Amount 16-08-2025 Rs. 5,38,743/- (1157, 922, 1300, 967)
loan-table (7, 1600, 756, 1676)
reserve-value: Rs. 14,00,040/- (1308, 1083, 1402, 1099)
possession-date (1157, 892, 1300, 922)
loan-number: 7 (8, 1350, 35, 1425)
reserve-value: Rs. 14,51,232/- (1308, 727, 1402, 743)
property-description: Description Of The Immovable Property/ Secured Asset : SPSR Nellore Dist, Kovur Sub-Registration Office, Kovur Mandal, Padugupadu Panchayat, Padugupadu Village S.No:133,134,135/1,136, 136/B, Consisting of AC :11.25 Cents, of Land was Divided in to layout Plan Plots under the Name and style of Dhathri Green Homes plots, 6 th Ward, Chandra Mouli nagar, Near Door no.6-214, in it Plot No:173, Consisting 32.343 Ankanamas of site in it Southern Side 13 ½ Ankanamas or 108 Sq.Yds of Vacant site Bounded By:- North : House site in this Plot No:173 Belongs to Shaik Mastan Vali- Dimension in this Direction -45'.0" South : Layout Compound Wall- Dimension in this Direction -45'.0" East : 25" .0" Width Layout Road- Dimension in this Direction - 21'.7" West : Other Site- Dimension in this Direction -21'.7" With in these Boundaries an Extent of 13 ½ Ankanamas or 108 Sq.Yds of Vacant site, in it 11 ½ Ankanamas or 828 Sq.Ft of Slab House there in,for this House Fixed Doors, Door Frames, Windows, Ceiling materials, One feet site, current service, Meter, security deposit, Electrical Fittings, Wiring, Hand pump Etc. and with all Easement Rights Appurtenant There To (9, 346, 754, 491)
loan-id: LOAN NO: AP/NLR/NLOR/A000000482 (99, 93, 338, 108)
possession-value: 20-11-2025 (1194, 15, 1263, 31)
borrower-names: 1. Mr. SHAIK GOUSEBASHA ..Borrower 2. Mrs. Shaik Shabana ... CoBorrower ALL ARE R/o. Gopalapuram, Krishnapatnam, Nellore Dist - 524344 (36, 107, 361, 151)
reserve-value: Rs. 11,63,200/- (1309, 193, 1401, 209)
header-possession: Date Of Possession: (402, 47, 545, 92)
borrower-cell (34, 671, 402, 746)
reserve-caption: Reserve Price (559, 93, 642, 108)
reserve-value: Rs. 17,05,200/- (1308, 1603, 1402, 1618)
borrower-names: 1. Mr. AMARTHALURU NAVEEN ...Borrower 2. Mrs. Amarthaluru Gopi Kumari ... CoBorrower ALL ARE R/o. Door No: 4-2-206, Ndr Colony, Usman saheb pet, stone House Pet, Nellore Dist - 524002 (36, 285, 399, 344)
demand-notice: Demand Notice Date and Amount 24-09-2025 Rs. 33,63,201/- (1157, 1249, 1300, 1294)
loan-number: 4 (8, 671, 35, 746)
total-outstanding: Total Outstanding As On Date 07-03-2026 Rs. 32,50,703/- (656, 1350, 755, 1425)
property-description: Description Of The Immovable Property/ Secured Asset : An Etent of 19 Ankanams or 152 Sq.Yds or 127.09 Sq.Meters of site with RCC Daba House with a Plinth area of 450 Sq.Ft and 152 Sq.Ft , ACC Sheeted House in Survey No:326, Asst No:278, Situated at Chenchuganipalem Village and Gramapanchayat Area, Kavali Mandal And Nellore Dist within the following boundaries Bounded By:- North : House site of Daddala Chandra Mohan South : Passage East : House site of Daddala Raveendra West : House site of Daddala Bhaskar rao (763, 1144, 1508, 1217)
reserve-value: Rs. 22,46,400/- (554, 506, 647, 522)
earnest-money: Earnest Money Deposit (EMD) Rs. 1,16,320/- (1300, 210, 1410, 255)
property-description: Description Of The Immovable Property/ Secured Asset : SPSR Nellore Dist and Nellore Registration Dist, Kavali Sub- Registrar, Bogolu Mandal, Old Bitragunta Gramapanchayat Area, Nellore Urban Development Authority, Bitragunta Mazara, Konda Bitragunta Village, SY.No:400-1, Assessment no:1058 of House site Bounded By:- East : Road South : Road West : Road North : House of Gandalla Ramathulasamma With in these Boundaries an Extent of 18 Ankanamas or 144 Sq.Yds in it 792 Sq.Ft of RCC Slab House , Bathroom, Latrine, there in , For this House Fixed Doors, Door Frames, Windows Ceiling Materials, Current Service, Meter, Security Deposit, Electrical Fittings Etc and Including all Easement Rights Appurtenant There to. (763, 76, 1508, 178)
property-description: Description Of The Immovable Property/ Secured Asset : SPSR Nellore Registration Dist, Nellore Registration Dist, Nellore Sub-Registrar Office, Nellore Municipal Corporation, Vedayapalem Area, S.Y.No: 68 /2, of Land was Divided in to Residential Lay out Plan Plots as Namely JANA SAKTHI NAGAR, B-Block, Municipal Ward No:26-1, Near Door No: 1243, Plot No:47, Consisting an Extent of 10 Ankanamas Or 66.89 Sq.Mts of site in it RCC Slab House Etc. Bounded By:- North : Site in Plot No: 48 South : Site in Plot No: 46 East : Site in Plot No 34 &36 West :Road With in these Boundaries an Extent of 10 Ankanams Or 66.89 Sq.mts of site in it 720 Sq.Ft, RCC Slab House there in for this House Fixed Doors, Door Frames, Windows, Ceiling Materials, one feet site, current service, meter, security deposit, electrical fittings Etc and including all easement Rights There in (763, 1293, 1508, 1409)
possession-value: 22-01-2026 (1193, 1232, 1263, 1248)
mode-of-payment: Mode Of Payment :- All payment shall be made by demand draft in favour of "Hinduja Housing Finance Limited" payable at Nellore or through RTGS/NEFT. (762, 1753, 1511, 1789)
possession-caption: Date Of Possession: (1167, 714, 1290, 728)
earnest-money: Earnest Money Deposit (EMD) Rs. 5,96,748/- (545, 1380, 655, 1425)
borrower-cell (789, 343, 1157, 418)
reserve-value: Rs. 42,90,000/- (1308, 1232, 1402, 1248)
possession-date (1157, 2, 1300, 32)
loan-number: 1 (8, 93, 35, 168)
reserve-caption: Reserve Price (1313, 180, 1397, 194)
possession-value: 22-11-2025 (1194, 357, 1263, 372)
